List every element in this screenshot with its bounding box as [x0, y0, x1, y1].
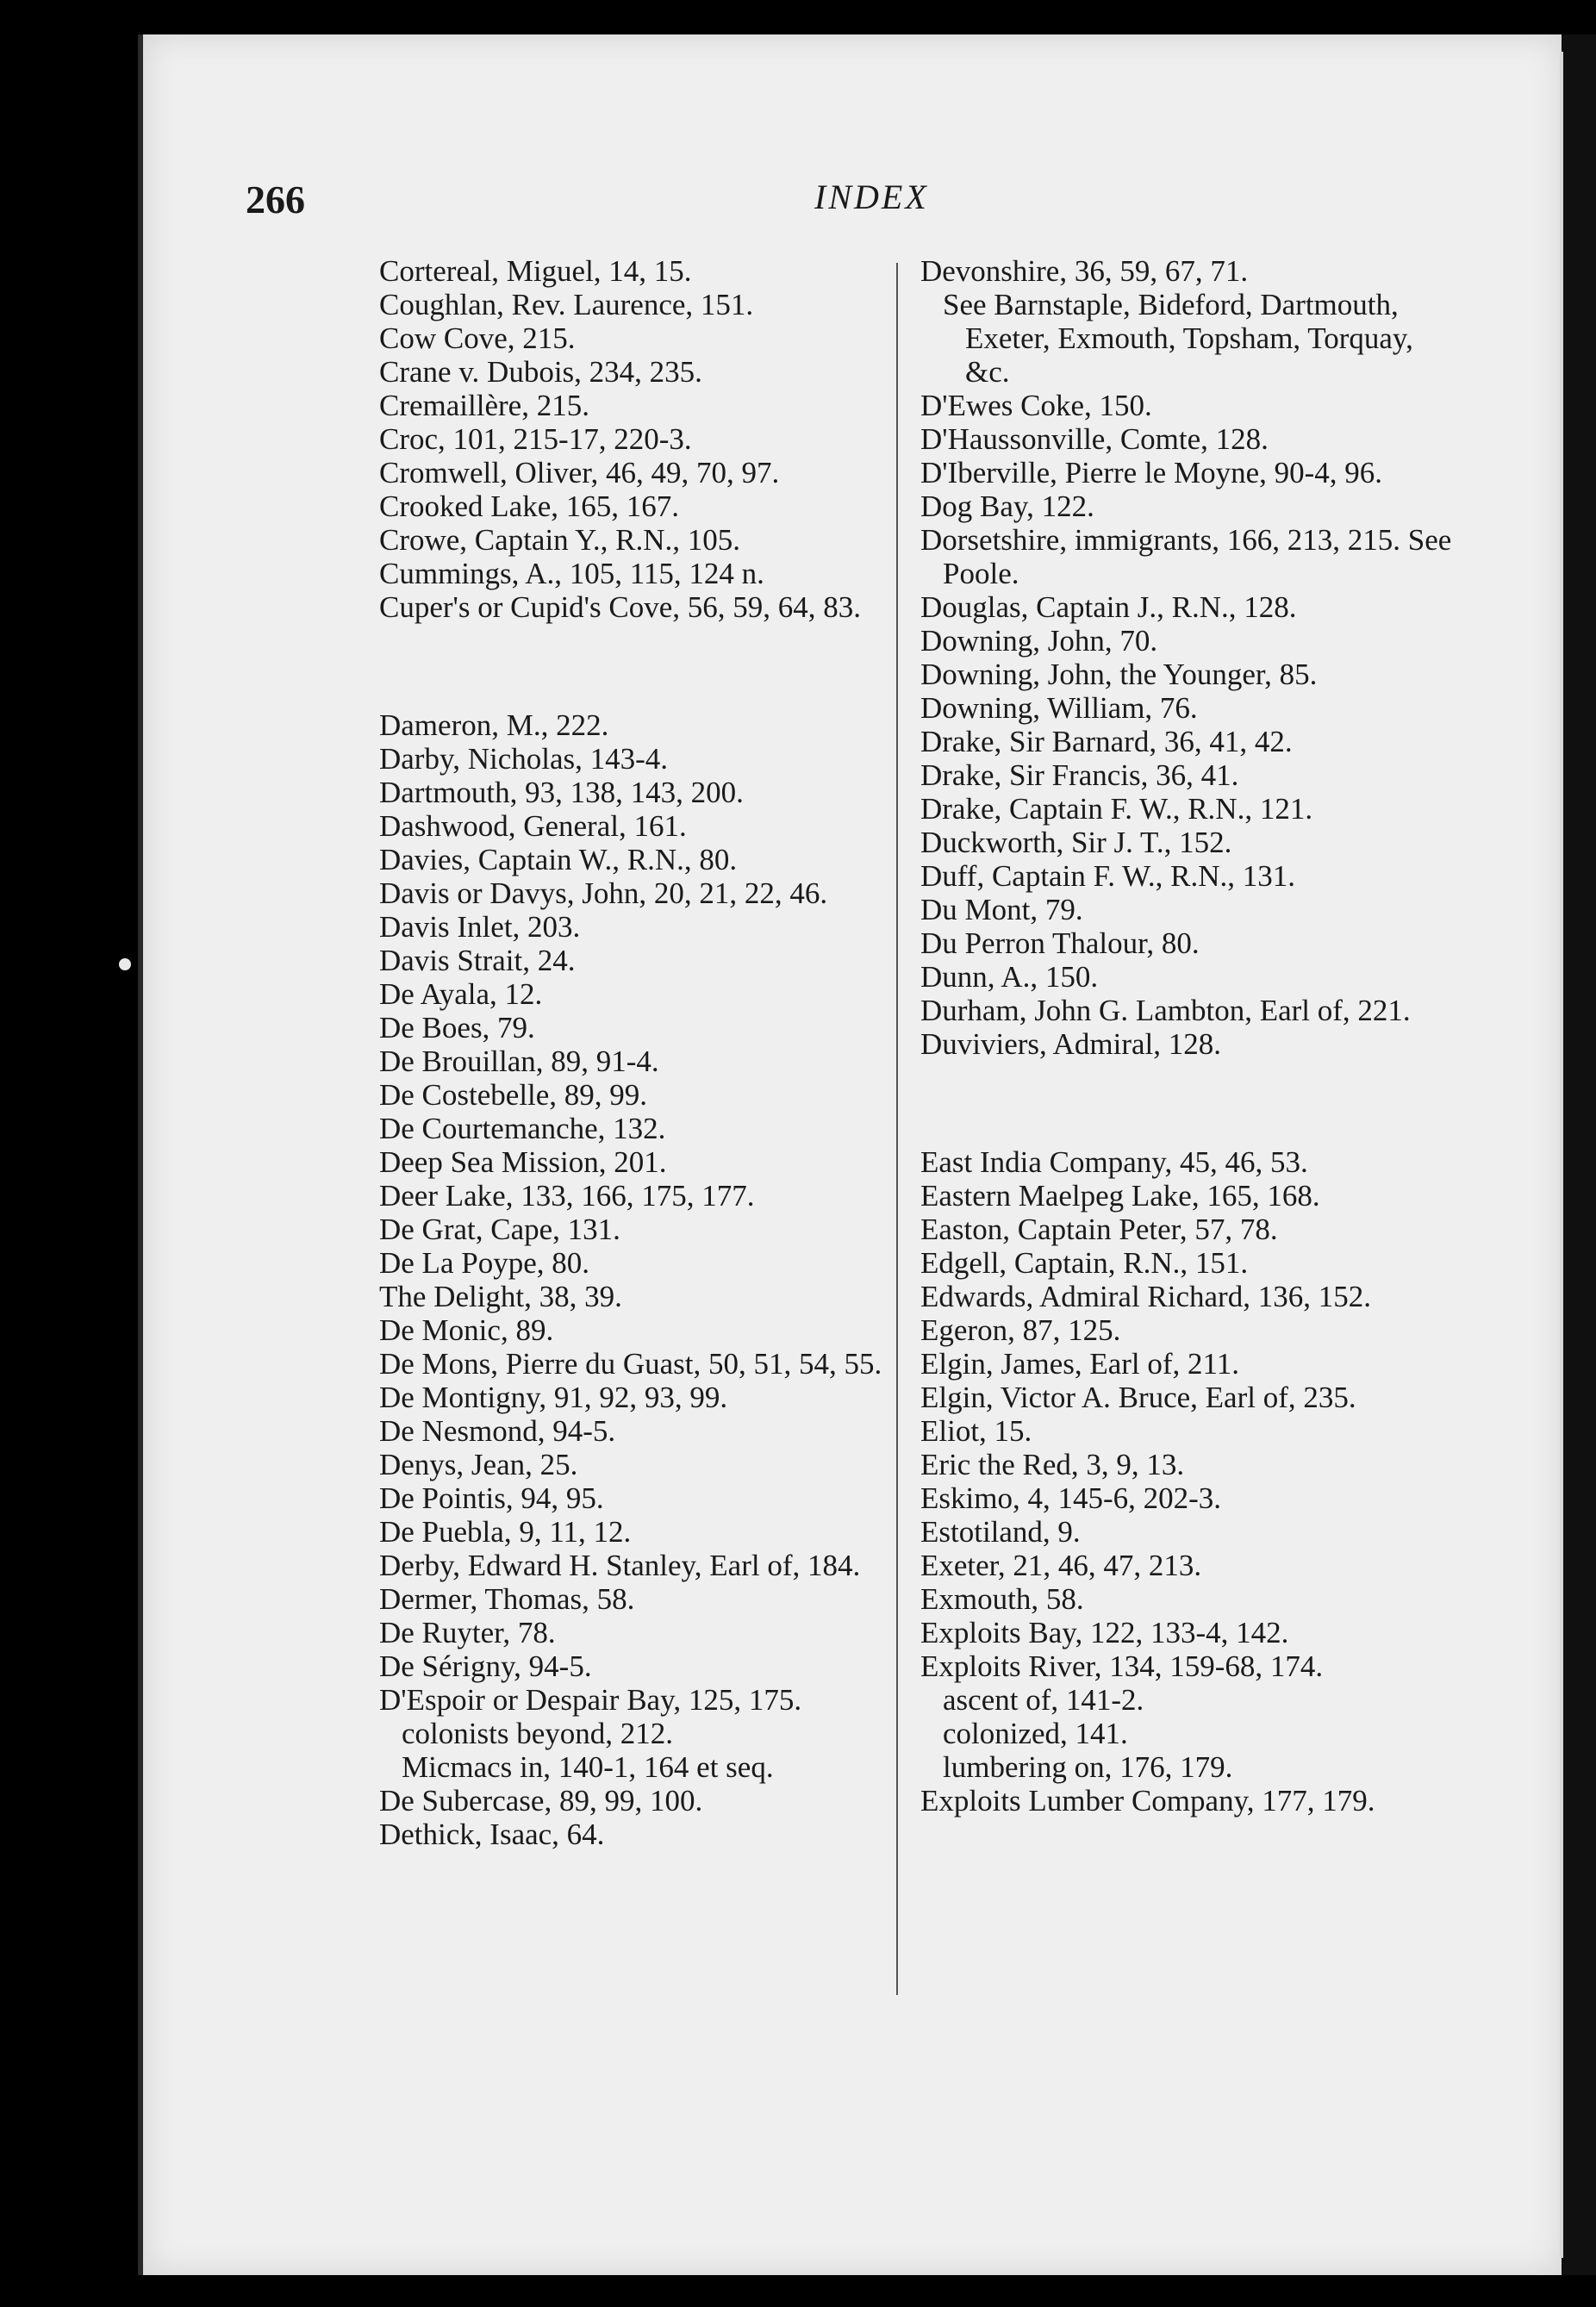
index-entry: De Ayala, 12.	[379, 977, 543, 1011]
index-entry: Darby, Nicholas, 143-4.	[379, 742, 669, 776]
index-entry: Cremaillère, 215.	[379, 389, 589, 422]
index-entry: Crane v. Dubois, 234, 235.	[379, 355, 702, 389]
index-entry: D'Espoir or Despair Bay, 125, 175.	[379, 1683, 802, 1717]
index-entry: De Subercase, 89, 99, 100.	[379, 1784, 703, 1818]
index-entry: Drake, Captain F. W., R.N., 121.	[920, 792, 1313, 826]
index-entry: De La Poype, 80.	[379, 1246, 589, 1280]
entry-group-d-continued	[920, 254, 1455, 1061]
index-entry: Deep Sea Mission, 201.	[379, 1145, 667, 1179]
index-entry: Elgin, James, Earl of, 211.	[920, 1347, 1240, 1381]
index-entry: Duviviers, Admiral, 128.	[920, 1027, 1221, 1061]
index-entry: D'Ewes Coke, 150.	[920, 389, 1152, 422]
binding-hole-mark	[119, 958, 131, 970]
index-entry: Elgin, Victor A. Bruce, Earl of, 235.	[920, 1381, 1356, 1414]
index-entry: De Sérigny, 94-5.	[379, 1649, 592, 1683]
index-entry: Downing, John, the Younger, 85.	[920, 658, 1318, 691]
index-entry: Du Mont, 79.	[920, 893, 1083, 926]
index-column-left	[379, 254, 913, 1851]
letter-gap	[379, 624, 913, 708]
index-entry: De Costebelle, 89, 99.	[379, 1078, 648, 1112]
index-entry: Crooked Lake, 165, 167.	[379, 489, 679, 523]
index-subentry: Micmacs in, 140-1, 164 et seq.	[402, 1750, 774, 1784]
index-entry: Denys, Jean, 25.	[379, 1448, 578, 1481]
index-entry: Dashwood, General, 161.	[379, 809, 687, 843]
index-entry: Eskimo, 4, 145-6, 202-3.	[920, 1481, 1222, 1515]
index-entry: Downing, William, 76.	[920, 691, 1198, 725]
index-entry: D'Iberville, Pierre le Moyne, 90-4, 96.	[920, 456, 1383, 489]
page-number: 266	[246, 178, 305, 221]
index-entry: Exploits Lumber Company, 177, 179.	[920, 1784, 1375, 1818]
index-entry: Duckworth, Sir J. T., 152.	[920, 826, 1232, 859]
index-entry: Davis Strait, 24.	[379, 944, 576, 977]
index-entry: Du Perron Thalour, 80.	[920, 926, 1200, 960]
entry-group-c	[379, 254, 913, 624]
index-entry: Douglas, Captain J., R.N., 128.	[920, 590, 1297, 624]
index-entry: Dorsetshire, immigrants, 166, 213, 215. See Poole.	[920, 523, 1452, 590]
index-entry: Dartmouth, 93, 138, 143, 200.	[379, 776, 744, 809]
index-subentry: lumbering on, 176, 179.	[943, 1750, 1233, 1784]
letter-gap	[920, 1061, 1455, 1145]
index-entry: Devonshire, 36, 59, 67, 71.	[920, 254, 1249, 288]
index-entry: Exmouth, 58.	[920, 1582, 1084, 1616]
index-entry: Dethick, Isaac, 64.	[379, 1818, 605, 1851]
index-subentry: colonized, 141.	[943, 1717, 1128, 1750]
index-entry: De Puebla, 9, 11, 12.	[379, 1515, 632, 1549]
index-entry: Exploits Bay, 122, 133-4, 142.	[920, 1616, 1289, 1649]
entry-group-d	[379, 708, 913, 1851]
index-entry: Eastern Maelpeg Lake, 165, 168.	[920, 1179, 1320, 1213]
index-entry: Durham, John G. Lambton, Earl of, 221.	[920, 994, 1411, 1027]
index-entry: Davies, Captain W., R.N., 80.	[379, 843, 738, 876]
index-cross-reference: See Barnstaple, Bideford, Dartmouth, Exeter, Exmouth, Topsham, Torquay, &c.	[943, 288, 1413, 389]
index-entry: Croc, 101, 215-17, 220-3.	[379, 422, 692, 456]
index-entry: De Nesmond, 94-5.	[379, 1414, 616, 1448]
index-entry: Estotiland, 9.	[920, 1515, 1081, 1549]
index-entry: Eliot, 15.	[920, 1414, 1032, 1448]
index-entry: The Delight, 38, 39.	[379, 1280, 622, 1313]
running-head: INDEX	[814, 178, 929, 216]
index-subentry: colonists beyond, 212.	[402, 1717, 673, 1750]
index-entry: Downing, John, 70.	[920, 624, 1158, 658]
index-entry: Easton, Captain Peter, 57, 78.	[920, 1213, 1278, 1246]
index-column-right	[920, 254, 1455, 1818]
index-entry: De Montigny, 91, 92, 93, 99.	[379, 1381, 728, 1414]
index-entry: Cortereal, Miguel, 14, 15.	[379, 254, 692, 288]
index-entry: D'Haussonville, Comte, 128.	[920, 422, 1269, 456]
index-entry: De Ruyter, 78.	[379, 1616, 556, 1649]
index-entry: Drake, Sir Barnard, 36, 41, 42.	[920, 725, 1293, 758]
index-entry: Cuper's or Cupid's Cove, 56, 59, 64, 83.	[379, 590, 861, 624]
index-entry: Exploits River, 134, 159-68, 174.	[920, 1649, 1324, 1683]
index-entry: De Brouillan, 89, 91-4.	[379, 1044, 659, 1078]
index-entry: Edgell, Captain, R.N., 151.	[920, 1246, 1249, 1280]
facing-page-edge	[1562, 34, 1596, 2275]
index-entry: Cummings, A., 105, 115, 124 n.	[379, 557, 764, 590]
index-entry: Eric the Red, 3, 9, 13.	[920, 1448, 1185, 1481]
index-entry: De Mons, Pierre du Guast, 50, 51, 54, 55.	[379, 1347, 882, 1381]
page-edge-line	[1560, 52, 1563, 2258]
index-entry: Davis or Davys, John, 20, 21, 22, 46.	[379, 876, 828, 910]
index-entry: De Boes, 79.	[379, 1011, 535, 1044]
index-entry: Dermer, Thomas, 58.	[379, 1582, 635, 1616]
index-entry: Cromwell, Oliver, 46, 49, 70, 97.	[379, 456, 780, 489]
index-entry: De Pointis, 94, 95.	[379, 1481, 604, 1515]
index-entry: Egeron, 87, 125.	[920, 1313, 1121, 1347]
index-entry: De Courtemanche, 132.	[379, 1112, 666, 1145]
index-entry: Crowe, Captain Y., R.N., 105.	[379, 523, 741, 557]
index-entry: Edwards, Admiral Richard, 136, 152.	[920, 1280, 1371, 1313]
index-entry: Coughlan, Rev. Laurence, 151.	[379, 288, 754, 321]
index-entry: Derby, Edward H. Stanley, Earl of, 184.	[379, 1549, 861, 1582]
index-entry: Dog Bay, 122.	[920, 489, 1094, 523]
entry-group-e	[920, 1145, 1455, 1818]
index-entry: Exeter, 21, 46, 47, 213.	[920, 1549, 1202, 1582]
index-entry: Drake, Sir Francis, 36, 41.	[920, 758, 1239, 792]
index-entry: Deer Lake, 133, 166, 175, 177.	[379, 1179, 755, 1213]
index-subentry: ascent of, 141-2.	[943, 1683, 1144, 1717]
index-entry: Duff, Captain F. W., R.N., 131.	[920, 859, 1296, 893]
index-entry: East India Company, 45, 46, 53.	[920, 1145, 1308, 1179]
index-entry: Dunn, A., 150.	[920, 960, 1099, 994]
index-entry: Davis Inlet, 203.	[379, 910, 581, 944]
index-entry: Cow Cove, 215.	[379, 321, 576, 355]
index-entry: De Grat, Cape, 131.	[379, 1213, 620, 1246]
index-entry: Dameron, M., 222.	[379, 708, 609, 742]
index-entry: De Monic, 89.	[379, 1313, 554, 1347]
